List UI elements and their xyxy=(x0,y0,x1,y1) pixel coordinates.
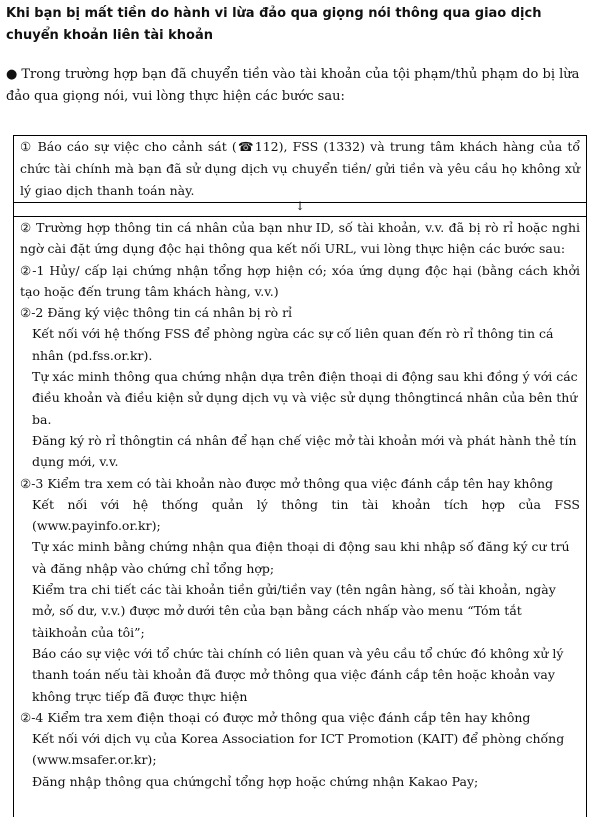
step-2 xyxy=(14,217,586,792)
intro-paragraph xyxy=(6,64,591,108)
step-2-intro: ② Trường hợp thông tin cá nhân của bạn như ID, số tài khoản, v.v. đã bị rò rỉ hoặc nghi ngờ cài đặt ứng dụng độc hại thông qua kết nối URL, vui lòng thực hiện các bước sau: xyxy=(20,220,580,257)
step-2-2-a: Kết nối với hệ thống FSS để phòng ngừa các sự cố liên quan đến rò rỉ thông tin cá nhân (pd.fss.or.kr). xyxy=(32,326,554,363)
step-1: ① Báo cáo sự việc cho cảnh sát (☎112), FSS (1332) và trung tâm khách hàng của tổ chức tài chính mà bạn đã sử dụng dịch vụ chuyển tiền/ gửi tiền và yêu cầu họ không xử lý giao dịch thanh toán này. xyxy=(20,139,580,198)
step-2-2-c: Đăng ký rò rỉ thôngtin cá nhân để hạn chế việc mở tài khoản mới và phát hành thẻ tín dụng mới, v.v. xyxy=(32,432,577,470)
step-2-3-c: Kiểm tra chi tiết các tài khoản tiền gửi/tiền vay (tên ngân hàng, số tài khoản, ngày mở, số dư, v.v.) được mở dưới tên của bạn bằng cách nhấp vào menu “Tóm tắt tàikhoản của tôi”; xyxy=(32,582,556,640)
steps-box xyxy=(13,135,587,817)
down-arrow-icon: ↓ xyxy=(294,199,306,213)
step-2-1: ②-1 Hủy/ cấp lại chứng nhận tổng hợp hiện có; xóa ứng dụng độc hại (bằng cách khởi tạo hoặc đến trung tâm khách hàng, v.v.) xyxy=(20,262,580,299)
step-2-2-b: Tự xác minh thông qua chứng nhận dựa trên điện thoại di động sau khi đồng ý với các điều khoản và điều kiện sử dụng dịch vụ và việc sử dụng thôngtincá nhân của bên thứ ba. xyxy=(32,369,578,427)
step-2-4-heading: ②-4 Kiểm tra xem điện thoại có được mở thông qua việc đánh cắp tên hay không xyxy=(20,709,531,725)
step-2-3-a: Kết nối với hệ thống quản lý thông tin tài khoản tích hợp của FSS (www.payinfo.or.kr); xyxy=(32,496,580,534)
step-2-4-a: Kết nối với dịch vụ của Korea Association for ICT Promotion (KAIT) để phòng chống (www.msafer.or.kr); xyxy=(32,731,565,768)
step-2-3-b: Tự xác minh bằng chứng nhận qua điện thoại di động sau khi nhập số đăng ký cư trú và đăng nhập vào chứng chỉ tổng hợp; xyxy=(32,539,570,576)
step-2-4-b: Đăng nhập thông qua chứngchỉ tổng hợp hoặc chứng nhận Kakao Pay; xyxy=(32,773,479,789)
bullet-icon: ● xyxy=(6,67,18,82)
page-title: Khi bạn bị mất tiền do hành vi lừa đảo qua giọng nói thông qua giao dịch chuyển khoản liên tài khoản xyxy=(6,6,542,43)
arrow-row xyxy=(14,199,586,217)
step-2-3-d: Báo cáo sự việc với tổ chức tài chính có liên quan và yêu cầu tổ chức đó không xử lý thanh toán nếu tài khoản đã được mở thông qua việc đánh cắp tên hoặc khoản vay không trực tiếp đã được thực hiện xyxy=(32,645,564,704)
step-2-3-heading: ②-3 Kiểm tra xem có tài khoản nào được mở thông qua việc đánh cắp tên hay không xyxy=(20,475,554,491)
intro-text: Trong trường hợp bạn đã chuyển tiền vào tài khoản của tội phạm/thủ phạm do bị lừa đảo qua giọng nói, vui lòng thực hiện các bước sau: xyxy=(6,67,580,104)
step-2-2-heading: ②-2 Đăng ký việc thông tin cá nhân bị rò rỉ xyxy=(20,305,293,321)
